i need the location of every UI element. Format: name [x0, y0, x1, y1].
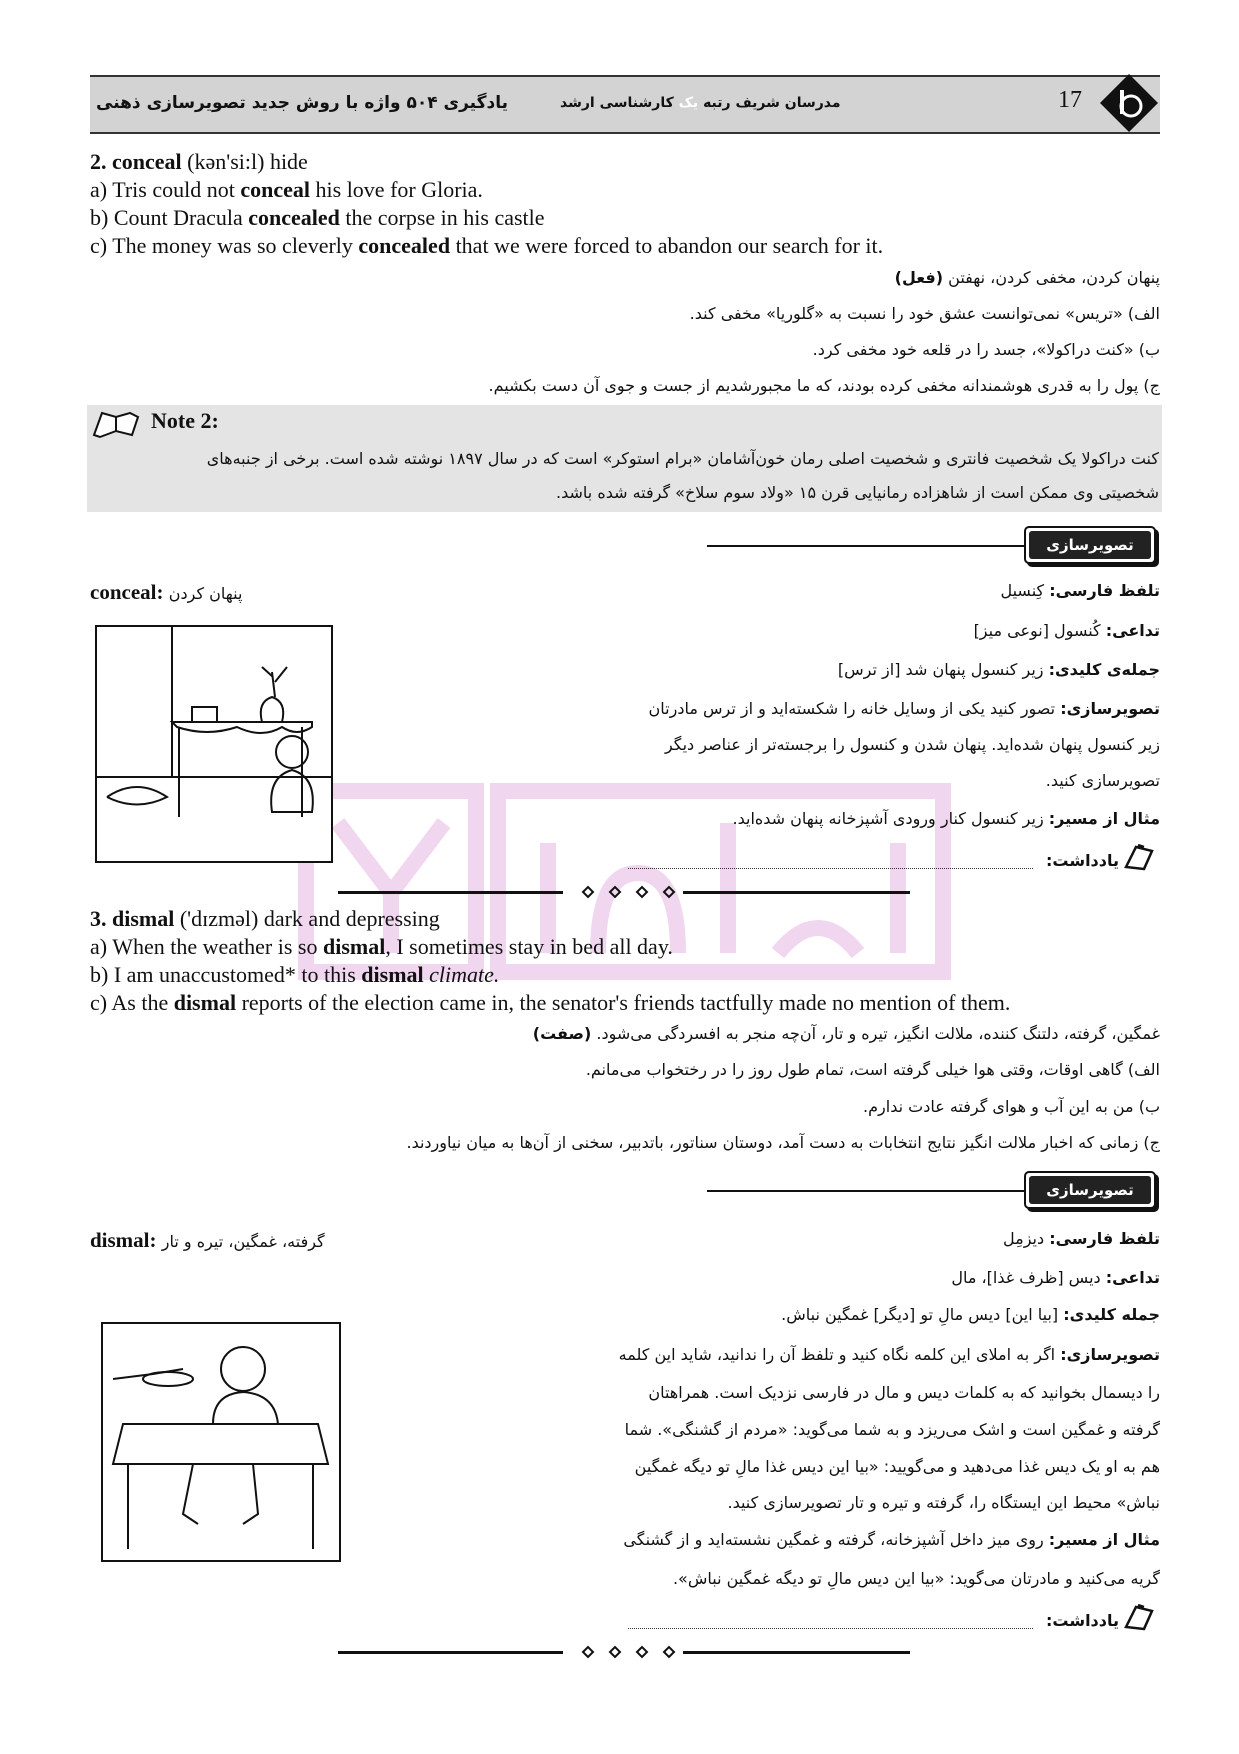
- fa-example: ج) زمانی که اخبار ملالت انگیز نتایج انتخابات به دست آمد، دوستان سناتور، باتدبیر، سخنی از آن‌ها به میان نیاوردند.: [406, 1133, 1160, 1152]
- illustration-dismal: [101, 1322, 341, 1562]
- fa-meaning: غمگین، گرفته، دلتنگ کننده، ملالت انگیز، تیره و تار، آن‌چه منجر به افسردگی می‌شود. (صفت): [532, 1024, 1160, 1043]
- page-number: 17: [1058, 87, 1082, 113]
- book-icon: [90, 409, 142, 439]
- mnemonic-row: را دیسمال بخوانید که به کلمات دیس و مال در فارسی نزدیک است. همراهتان: [648, 1383, 1160, 1402]
- example-c: c) The money was so cleverly concealed that we were forced to abandon our search for it.: [90, 233, 884, 258]
- divider: [338, 885, 910, 899]
- fa-example: الف) «تریس» نمی‌توانست عشق خود را نسبت به «گلوریا» مخفی کند.: [689, 304, 1160, 323]
- fa-example: الف) گاهی اوقات، وقتی هوا خیلی گرفته است، تمام طول روز را در رختخواب می‌مانم.: [585, 1060, 1160, 1079]
- illustration-console: [95, 625, 333, 863]
- divider: [338, 1645, 910, 1659]
- note-line: شخصیتی وی ممکن است از شاهزاده رمانیایی قرن ۱۵ «ولاد سوم سلاخ» گرفته شده باشد.: [556, 483, 1159, 502]
- fa-example: ب) «کنت دراکولا»، جسد را در قلعه خود مخفی کرد.: [812, 340, 1160, 359]
- mnemonic-row: مثال از مسیر: زیر کنسول کنار ورودی آشپزخانه پنهان شده‌اید.: [732, 809, 1160, 828]
- page-header: [90, 75, 1160, 134]
- mnemonic-row: نباش» محیط این ایستگاه را، گرفته و تیره و تار تصویرسازی کنید.: [727, 1493, 1160, 1512]
- mnemonic-row: گریه می‌کنید و مادرتان می‌گوید: «بیا این دیس مالِ تو دیگه غمگین نباش».: [672, 1569, 1160, 1588]
- mnemonic-row: جمله‌ی کلیدی: زیر کنسول پنهان شد [از ترس]: [837, 660, 1160, 679]
- word-heading: 3. dismal ('dɪzməl) dark and depressing: [90, 906, 440, 931]
- note-box: [87, 405, 1162, 512]
- section-label-box: تصویرسازی ذهنی: [1024, 526, 1156, 564]
- note-title: Note 2:: [151, 408, 219, 433]
- mnemonic-row: تلفظ فارسی: کِنسیل: [1000, 581, 1160, 600]
- example-c: c) As the dismal reports of the election came in, the senator's friends tactfully made no mention of them.: [90, 990, 1011, 1015]
- mnemonic-row: تداعی: کُنسول [نوعی میز]: [973, 621, 1160, 640]
- mnemonic-row: مثال از مسیر: روی میز داخل آشپزخانه، گرفته و غمگین نشسته‌اید و از گشنگی: [623, 1530, 1160, 1549]
- fa-example: ب) من به این آب و هوای گرفته عادت ندارم.: [863, 1097, 1160, 1116]
- note-input-line[interactable]: [628, 1628, 1033, 1629]
- mnemonic-row: زیر کنسول پنهان شده‌اید. پنهان شدن و کنسول را برجسته‌تر از عناصر دیگر: [664, 735, 1160, 754]
- mnemonic-row: هم به او یک دیس غذا می‌دهید و می‌گویید: «بیا این دیس غذا مالِ تو دیگه غمگین: [634, 1457, 1160, 1476]
- mnemonic-row: تصویرسازی: تصور کنید یکی از وسایل خانه را شکسته‌اید و از ترس مادرتان: [648, 699, 1160, 718]
- card-word: dismal: گرفته، غمگین، تیره و تار: [90, 1228, 325, 1252]
- mnemonic-row: تلفظ فارسی: دیزمِل: [1003, 1229, 1160, 1248]
- word-heading: 2. conceal (kən'si:l) hide: [90, 149, 308, 174]
- example-a: a) When the weather is so dismal, I sometimes stay in bed all day.: [90, 934, 673, 959]
- notepad-icon: [1122, 1603, 1156, 1631]
- note-input-line[interactable]: [628, 868, 1033, 869]
- mnemonic-row: گرفته و غمگین است و اشک می‌ریزد و به شما می‌گوید: «مردم از گشنگی». شما: [624, 1420, 1160, 1439]
- publisher-logo-icon: [1098, 72, 1160, 134]
- card-word: conceal: پنهان کردن: [90, 580, 243, 604]
- note-label: یادداشت:: [1046, 1611, 1119, 1630]
- fa-meaning: پنهان کردن، مخفی کردن، نهفتن (فعل): [894, 268, 1160, 287]
- mnemonic-row: تداعی: دیس [ظرف غذا]، مال: [951, 1268, 1160, 1287]
- mnemonic-row: جمله کلیدی: [بیا این] دیس مالِ تو [دیگر] غمگین نباش.: [781, 1305, 1160, 1324]
- section-label-box: تصویرسازی ذهنی: [1024, 1171, 1156, 1209]
- mnemonic-row: تصویرسازی: اگر به املای این کلمه نگاه کنید و تلفظ آن را ندانید، شاید این کلمه: [618, 1345, 1160, 1364]
- header-subtitle: مدرسان شریف رتبه یک کارشناسی ارشد: [560, 95, 841, 111]
- mnemonic-row: تصویرسازی کنید.: [1045, 771, 1160, 790]
- example-a: a) Tris could not conceal his love for Gloria.: [90, 177, 483, 202]
- fa-example: ج) پول را به قدری هوشمندانه مخفی کرده بودند، که ما مجبورشدیم از جست و جوی آن دست بکشیم.: [488, 376, 1160, 395]
- example-b: b) I am unaccustomed* to this dismal climate.: [90, 962, 500, 987]
- note-line: کنت دراکولا یک شخصیت فانتری و شخصیت اصلی رمان خون‌آشامان «برام استوکر» است که در سال ۱۸۹۷ نوشته شده است. برخی از جنبه‌های: [206, 449, 1159, 468]
- note-label: یادداشت:: [1046, 851, 1119, 870]
- example-b: b) Count Dracula concealed the corpse in his castle: [90, 205, 545, 230]
- notepad-icon: [1122, 843, 1156, 871]
- book-title: یادگیری ۵۰۴ واژه با روش جدید تصویرسازی ذهنی: [96, 93, 508, 113]
